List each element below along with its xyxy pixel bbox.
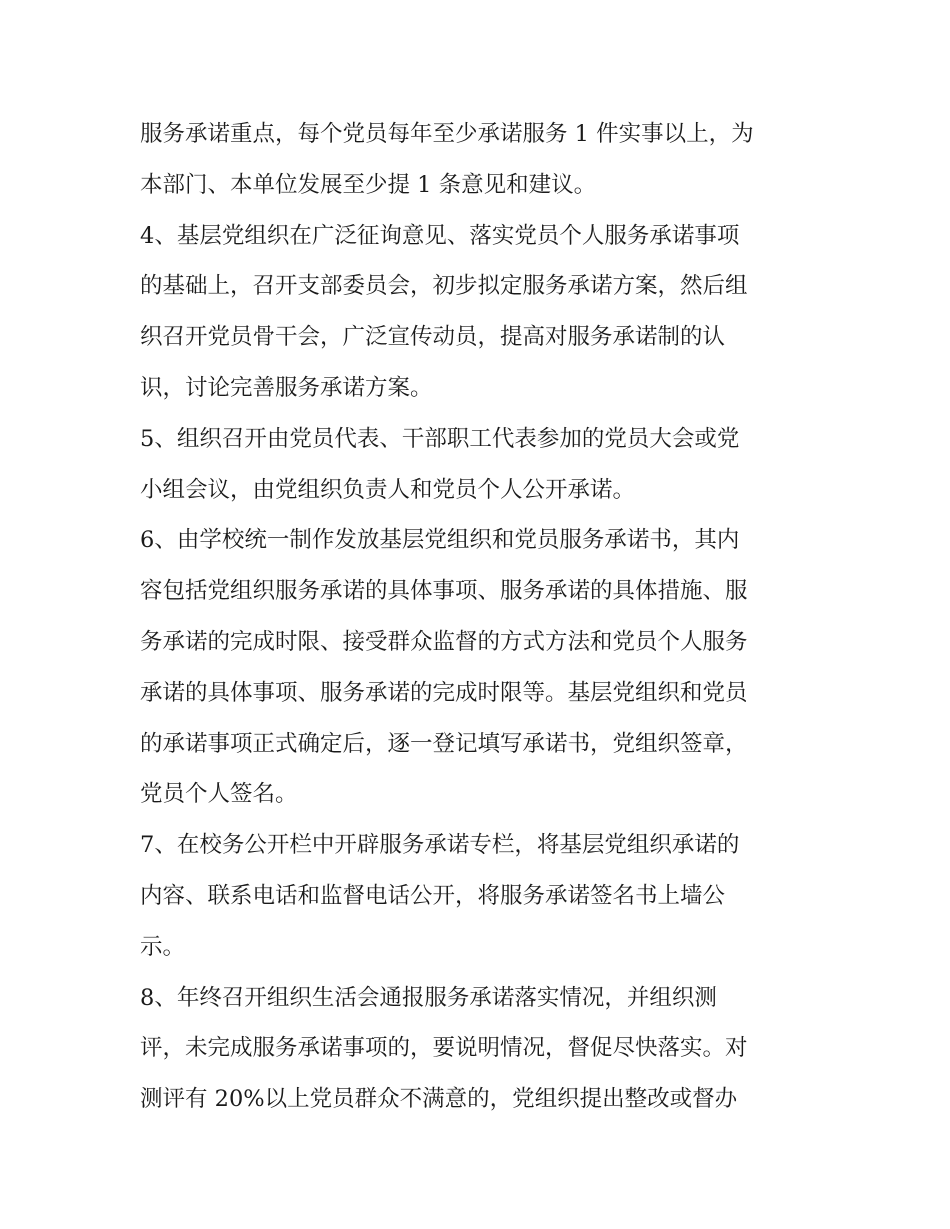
text-line: 容包括党组织服务承诺的具体事项、服务承诺的具体措施、服 <box>140 578 748 605</box>
text-line: 承诺的具体事项、服务承诺的完成时限等。基层党组织和党员 <box>140 679 748 706</box>
text-line: 识，讨论完善服务承诺方案。 <box>140 374 433 401</box>
text-line: 务承诺的完成时限、接受群众监督的方式方法和党员个人服务 <box>140 628 748 655</box>
text-line: 5、组织召开由党员代表、干部职工代表参加的党员大会或党 <box>140 425 740 452</box>
text-line: 6、由学校统一制作发放基层党组织和党员服务承诺书，其内 <box>140 527 740 554</box>
text-line: 的承诺事项正式确定后，逐一登记填写承诺书，党组织签章， <box>140 730 748 757</box>
text-line: 评，未完成服务承诺事项的，要说明情况，督促尽快落实。对 <box>140 1035 748 1062</box>
text-line: 服务承诺重点，每个党员每年至少承诺服务 1 件实事以上，为 <box>140 121 754 147</box>
text-line: 7、在校务公开栏中开辟服务承诺专栏，将基层党组织承诺的 <box>140 832 740 859</box>
text-line: 织召开党员骨干会，广泛宣传动员，提高对服务承诺制的认 <box>140 324 726 351</box>
text-line: 本部门、本单位发展至少提 1 条意见和建议。 <box>140 171 597 198</box>
text-line: 的基础上，召开支部委员会，初步拟定服务承诺方案，然后组 <box>140 273 748 300</box>
text-line: 党员个人签名。 <box>140 781 298 808</box>
text-line: 测评有 20%以上党员群众不满意的，党组织提出整改或督办 <box>140 1086 738 1113</box>
text-line: 8、年终召开组织生活会通报服务承诺落实情况，并组织测 <box>140 984 717 1011</box>
text-line: 内容、联系电话和监督电话公开，将服务承诺签名书上墙公 <box>140 882 726 909</box>
text-line: 示。 <box>140 933 186 960</box>
text-line: 小组会议，由党组织负责人和党员个人公开承诺。 <box>140 476 636 503</box>
document-body <box>140 109 820 1125</box>
text-line: 4、基层党组织在广泛征询意见、落实党员个人服务承诺事项 <box>140 222 740 249</box>
